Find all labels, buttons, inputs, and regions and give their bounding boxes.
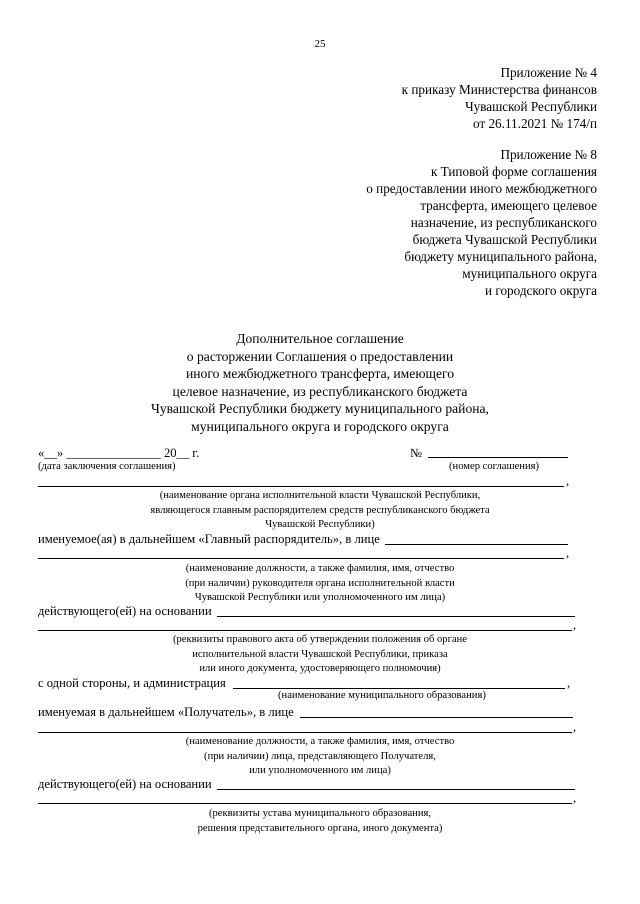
agreement-number-line [428,457,568,458]
page-number: 25 [314,38,326,50]
appendix-4-line: к приказу Министерства финансов [401,82,597,97]
caption-line: Чувашской Республики) [265,519,375,531]
appendix-8-line: Приложение № 8 [500,147,597,162]
appendix-8-line: бюджету муниципального района, [404,249,597,264]
authority-caption [0,489,640,533]
appendix-8-header [366,146,597,299]
comma: , [566,546,570,560]
caption-line: (наименование должности, а также фамилия, имя, отчество [185,563,455,574]
appendix-8-line: муниципального округа [462,266,597,281]
appendix-8-line: бюджета Чувашской Республики [412,232,597,247]
municipality-line [233,688,565,689]
charter-caption [0,807,640,836]
caption-line: являющегося главным распорядителем средств республиканского бюджета [150,504,490,516]
appendix-8-line: трансферта, имеющего целевое [420,198,597,213]
appendix-8-line: к Типовой форме соглашения [430,164,597,179]
caption-line: (реквизиты правового акта об утверждении положения об органе [172,634,468,645]
title-line: иного межбюджетного трансферта, имеющего [185,366,455,381]
named-main-disposer-text: именуемое(ая) в дальнейшем «Главный распорядитель», в лице [38,532,380,546]
caption-line: или уполномоченного им лица) [249,765,391,777]
caption-line: исполнительной власти Чувашской Республики, приказа [192,648,448,660]
title-line: муниципального округа и городского округа [191,418,449,434]
title-line: целевое назначение, из республиканского бюджета [172,383,468,399]
caption-line: (при наличии) лица, представляющего Получателя, [204,750,436,762]
caption-line: решения представительного органа, иного документа) [197,822,443,834]
comma: , [573,618,577,632]
named-recipient-text: именуемая в дальнейшем «Получатель», в лице [38,705,294,719]
comma: , [573,791,577,805]
caption-line: (наименование должности, а также фамилия, имя, отчество [185,736,455,747]
caption-line: (при наличии) руководителя органа исполнительной власти [185,577,455,589]
title-line: о расторжении Соглашения о предоставлении [186,348,454,364]
comma: , [567,676,571,690]
appendix-8-line: и городского округа [485,283,597,298]
title-line: Дополнительное соглашение [236,331,404,346]
recipient-representative-line-2 [38,732,572,733]
caption-line: Чувашской Республики или уполномоченного им лица) [194,592,446,604]
representative-line-2 [38,558,564,559]
acting-basis-line-2 [38,630,572,631]
date-caption: (дата заключения соглашения) [38,461,176,472]
representative-line [385,544,568,545]
municipality-caption: (наименование муниципального образования) [278,690,486,701]
number-caption: (номер соглашения) [449,461,540,472]
appendix-4-header [402,64,597,132]
representative-caption [0,562,640,606]
authority-name-line [38,486,564,487]
appendix-4-line: Чувашской Республики [465,99,597,114]
comma: , [573,720,577,734]
document-title [0,330,640,435]
appendix-4-line: Приложение № 4 [500,65,597,80]
comma: , [566,474,570,488]
agreement-number-prefix: № [410,446,423,460]
caption-line: или иного документа, удостоверяющего полномочия) [199,663,441,675]
appendix-4-line: от 26.11.2021 № 174/п [472,116,597,131]
recipient-representative-line [300,717,573,718]
charter-line [217,789,575,790]
appendix-8-line: назначение, из республиканского [410,215,597,230]
acting-basis-text-2: действующего(ей) на основании [38,777,212,791]
agreement-date-field: «__» _______________ 20__ г. [38,446,200,460]
charter-line-2 [38,803,572,804]
title-line: Чувашской Республики бюджету муниципального района, [151,401,489,416]
appendix-8-line: о предоставлении иного межбюджетного [366,181,597,196]
caption-line: (наименование органа исполнительной власти Чувашской Республики, [159,490,481,501]
recipient-representative-caption [0,735,640,779]
legal-act-caption [0,633,640,677]
one-side-administration-text: с одной стороны, и администрация [38,676,226,690]
acting-basis-text: действующего(ей) на основании [38,604,212,618]
acting-basis-line [217,616,575,617]
caption-line: (реквизиты устава муниципального образования, [208,808,432,819]
